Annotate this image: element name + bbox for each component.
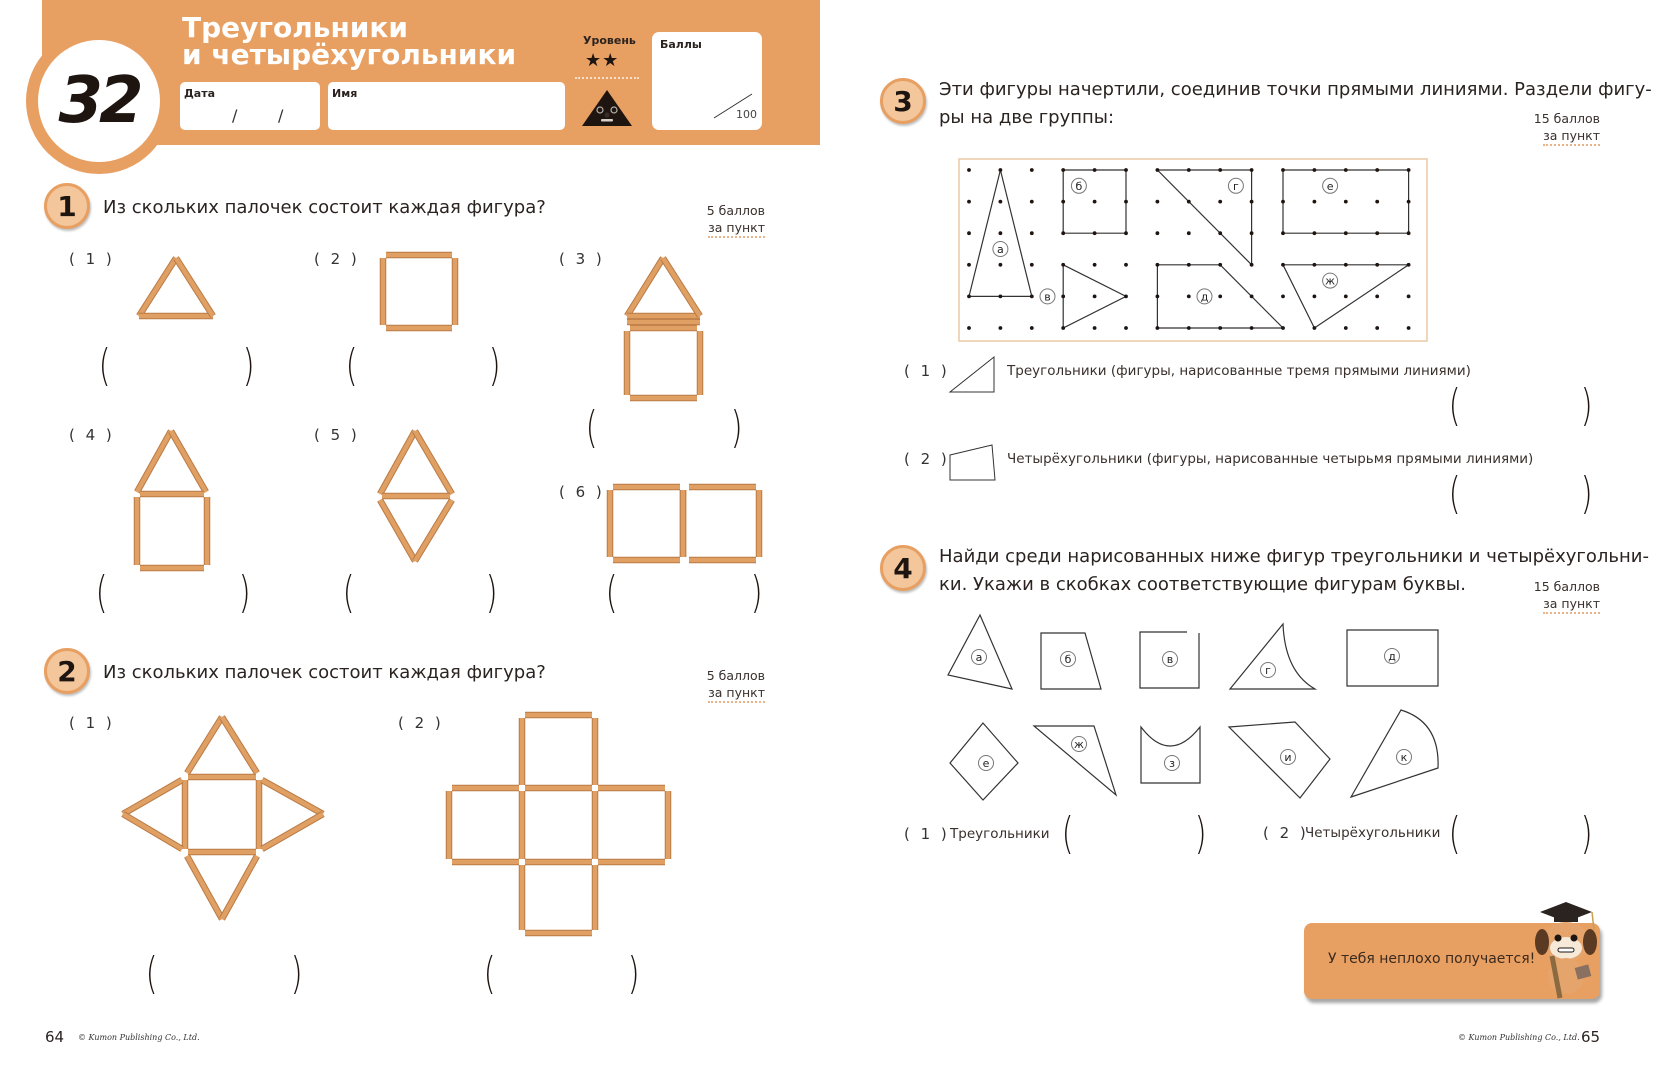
answer-paren-open: ( <box>145 948 158 999</box>
shape-letter: г <box>1233 179 1239 193</box>
grid-dot <box>1375 295 1379 299</box>
group-text: Треугольники (фигуры, нарисованные тремя прямыми линиями) <box>1007 363 1471 379</box>
shape-i <box>1229 722 1330 798</box>
grid-dot <box>1313 200 1317 204</box>
triangle-example-icon <box>948 355 998 395</box>
shape-k <box>1351 710 1438 797</box>
answer-paren-close: ) <box>485 567 498 618</box>
task-2-badge: 2 <box>44 648 90 694</box>
answer-label: ( 2 ) <box>1263 824 1309 842</box>
item-label: ( 6 ) <box>559 483 605 501</box>
match-stick-fill <box>663 258 700 316</box>
grid-dot <box>1375 263 1379 267</box>
dog-mascot-icon <box>1526 890 1606 1002</box>
grid-dot <box>1344 263 1348 267</box>
score-label: Баллы <box>660 38 702 51</box>
shape-letter: б <box>1064 653 1072 666</box>
grid-dot <box>1061 263 1065 267</box>
shape-letter: б <box>1075 179 1083 193</box>
answer-paren-close: ) <box>1580 808 1593 859</box>
answer-paren-close: ) <box>1580 468 1593 519</box>
grid-dot <box>1344 200 1348 204</box>
question-line-2: ки. Укажи в скобках соответствующие фигурам буквы. <box>939 574 1466 595</box>
match-stick-fill <box>415 500 452 561</box>
match-stick-fill <box>187 856 222 919</box>
grid-dot <box>1218 263 1222 267</box>
points-value: 5 баллов <box>706 668 765 683</box>
grid-dot <box>1218 231 1222 235</box>
item-label: ( 4 ) <box>69 426 115 444</box>
answer-paren-open: ( <box>345 340 358 391</box>
grid-dot <box>1124 168 1128 172</box>
shape-letter: ж <box>1074 738 1084 751</box>
title-line-1: Треугольники <box>182 11 409 44</box>
grid-dot <box>1375 326 1379 330</box>
grid-dot <box>1375 168 1379 172</box>
grid-dot <box>1093 231 1097 235</box>
answer-paren-open: ( <box>342 567 355 618</box>
grid-dot <box>1093 168 1097 172</box>
shape-letter: а <box>975 651 983 664</box>
grid-dot <box>1093 326 1097 330</box>
grid-dot <box>1187 231 1191 235</box>
grid-dot <box>1156 263 1160 267</box>
grid-dot <box>1187 263 1191 267</box>
match-stick-fill <box>380 500 415 561</box>
grid-dot <box>1407 263 1411 267</box>
grid-dot <box>1124 326 1128 330</box>
grid-dot <box>967 168 971 172</box>
task-4-shapes <box>930 600 1460 810</box>
grid-dot <box>1313 231 1317 235</box>
task-4-points <box>1500 578 1600 614</box>
grid-dot <box>1187 168 1191 172</box>
grid-dot <box>1281 295 1285 299</box>
shape-letter: з <box>1169 757 1175 770</box>
task-3-badge: 3 <box>880 78 926 124</box>
question-line-2: ры на две группы: <box>939 107 1115 128</box>
answer-paren-close: ) <box>730 402 743 453</box>
grid-dot <box>967 263 971 267</box>
grid-dot <box>1407 200 1411 204</box>
answer-paren-open: ( <box>1448 468 1461 519</box>
group-label: ( 1 ) <box>904 362 950 380</box>
grid-dot <box>1093 295 1097 299</box>
grid-dot <box>999 295 1003 299</box>
answer-paren-open: ( <box>1448 380 1461 431</box>
date-separator: / <box>232 106 238 125</box>
grid-dot <box>1313 168 1317 172</box>
task-4-badge: 4 <box>880 545 926 591</box>
answer-text: Четырёхугольники <box>1305 825 1441 841</box>
answer-paren-open: ( <box>605 567 618 618</box>
shape-letter: к <box>1400 751 1408 764</box>
grid-dot <box>1061 200 1065 204</box>
encouragement-text: У тебя неплохо получается! <box>1328 951 1536 967</box>
grid-dot <box>1375 200 1379 204</box>
grid-dot <box>967 326 971 330</box>
grid-dot <box>967 231 971 235</box>
answer-paren-close: ) <box>238 567 251 618</box>
grid-dot <box>1250 326 1254 330</box>
dot-grid-frame <box>959 159 1427 341</box>
grid-dot <box>1030 231 1034 235</box>
grid-dot <box>999 168 1003 172</box>
grid-dot <box>1061 295 1065 299</box>
match-stick-fill <box>139 258 176 316</box>
grid-dot <box>1061 231 1065 235</box>
task-2-points <box>680 667 765 703</box>
answer-paren-close: ) <box>242 340 255 391</box>
question-line-1: Найди среди нарисованных ниже фигур треугольники и четырёхугольни- <box>939 546 1649 567</box>
grid-dot <box>1344 231 1348 235</box>
item-label: ( 1 ) <box>69 250 115 268</box>
page-number-left: 64 <box>45 1028 65 1046</box>
grid-dot <box>1030 295 1034 299</box>
task-1-question: Из скольких палочек состоит каждая фигура? <box>103 197 546 218</box>
shape-letter: в <box>1166 653 1174 666</box>
grid-dot <box>1218 295 1222 299</box>
task-2-question: Из скольких палочек состоит каждая фигура? <box>103 662 546 683</box>
match-stick-fill <box>380 431 415 494</box>
grid-dot <box>1375 231 1379 235</box>
points-value: 5 баллов <box>706 203 765 218</box>
shape-letter: в <box>1044 290 1051 304</box>
grid-dot <box>967 295 971 299</box>
grid-dot <box>1218 326 1222 330</box>
page-number-right: 65 <box>1581 1028 1601 1046</box>
score-max: 100 <box>736 108 757 121</box>
grid-dot <box>999 200 1003 204</box>
answer-paren-open: ( <box>483 948 496 999</box>
item-label: ( 5 ) <box>314 426 360 444</box>
match-stick-fill <box>137 431 171 492</box>
group-text: Четырёхугольники (фигуры, нарисованные четырьмя прямыми линиями) <box>1007 451 1534 467</box>
answer-paren-close: ) <box>1580 380 1593 431</box>
level-label: Уровень <box>583 34 636 47</box>
points-unit: за пункт <box>1543 127 1600 146</box>
points-value: 15 баллов <box>1533 579 1600 594</box>
grid-dot <box>999 231 1003 235</box>
grid-dot <box>1313 263 1317 267</box>
shape-zh <box>1034 726 1116 795</box>
title-line-2: и четырёхугольники <box>182 38 517 71</box>
shape-letter: е <box>1326 179 1334 193</box>
grid-dot <box>1407 326 1411 330</box>
grid-dot <box>1250 200 1254 204</box>
answer-paren-open: ( <box>1448 808 1461 859</box>
task-3-points <box>1500 110 1600 146</box>
grid-dot <box>1124 231 1128 235</box>
match-stick-fill <box>262 814 323 849</box>
shape-letter: д <box>1200 290 1209 304</box>
grid-dot <box>1313 326 1317 330</box>
shape-letter: д <box>1388 650 1396 663</box>
answer-paren-open: ( <box>95 567 108 618</box>
grid-dot <box>1250 231 1254 235</box>
grid-dot <box>1250 263 1254 267</box>
answer-label: ( 1 ) <box>904 825 950 843</box>
grid-dot <box>1250 295 1254 299</box>
grid-dot <box>1124 200 1128 204</box>
answer-paren-close: ) <box>750 567 763 618</box>
grid-dot <box>1281 231 1285 235</box>
grid-dot <box>1313 295 1317 299</box>
match-stick-fill <box>627 258 663 316</box>
date-separator: / <box>278 106 284 125</box>
grid-dot <box>1156 326 1160 330</box>
match-stick-fill <box>415 431 452 494</box>
grid-dot <box>1281 263 1285 267</box>
grid-dot <box>1030 168 1034 172</box>
answer-paren-open: ( <box>585 402 598 453</box>
grid-dot <box>1156 295 1160 299</box>
grid-dot <box>1344 168 1348 172</box>
grid-dot <box>967 200 971 204</box>
copyright-right: © Kumon Publishing Co., Ltd. <box>1458 1033 1580 1042</box>
shape-letter: е <box>982 757 990 770</box>
dot-grid-panel <box>958 158 1428 342</box>
grid-dot <box>999 326 1003 330</box>
grid-dot <box>1407 231 1411 235</box>
name-label: Имя <box>332 87 358 100</box>
grid-dot <box>1156 200 1160 204</box>
match-stick-fill <box>222 856 257 919</box>
grid-dot <box>1407 295 1411 299</box>
grid-dot <box>1061 326 1065 330</box>
match-stick-fill <box>171 431 206 492</box>
grid-dot <box>1281 200 1285 204</box>
grid-dot <box>1156 231 1160 235</box>
item-label: ( 2 ) <box>314 250 360 268</box>
grid-dot <box>1030 326 1034 330</box>
shape-letter: и <box>1284 751 1292 764</box>
shape-g <box>1230 624 1315 689</box>
grid-dot <box>1187 295 1191 299</box>
match-stick-fill <box>222 717 257 773</box>
match-stick-fill <box>176 258 213 316</box>
grid-dot <box>1093 200 1097 204</box>
points-unit: за пункт <box>1543 595 1600 614</box>
match-stick-fill <box>187 717 222 773</box>
grid-dot <box>1187 200 1191 204</box>
shape-z <box>1141 727 1200 783</box>
grid-dot <box>1124 263 1128 267</box>
grid-dot <box>1218 200 1222 204</box>
date-label: Дата <box>184 87 216 100</box>
grid-dot <box>999 263 1003 267</box>
answer-paren-close: ) <box>627 948 640 999</box>
grid-dot <box>1030 263 1034 267</box>
grid-dot <box>1124 295 1128 299</box>
question-line-1: Эти фигуры начертили, соединив точки прямыми линиями. Раздели фигу- <box>939 79 1652 100</box>
points-unit: за пункт <box>708 219 765 238</box>
grid-dot <box>1407 168 1411 172</box>
task-1-badge: 1 <box>44 183 90 229</box>
grid-dot <box>1187 326 1191 330</box>
answer-paren-close: ) <box>290 948 303 999</box>
lesson-number: 32 <box>38 40 160 162</box>
match-stick-fill <box>123 780 182 814</box>
grid-dot <box>1344 326 1348 330</box>
grid-dot <box>1030 200 1034 204</box>
grid-dot <box>1281 326 1285 330</box>
stick-figures <box>0 0 820 1000</box>
points-value: 15 баллов <box>1533 111 1600 126</box>
match-stick-fill <box>262 780 323 814</box>
item-label: ( 2 ) <box>398 714 444 732</box>
shape-letter: г <box>1265 664 1271 677</box>
answer-text: Треугольники <box>950 826 1050 842</box>
shape-letter: а <box>997 243 1004 256</box>
item-label: ( 1 ) <box>69 714 115 732</box>
answer-paren-close: ) <box>1194 808 1207 859</box>
grid-dot <box>1061 168 1065 172</box>
group-label: ( 2 ) <box>904 450 950 468</box>
quadrilateral-example-icon <box>948 443 998 483</box>
grid-dot <box>1093 263 1097 267</box>
copyright-left: © Kumon Publishing Co., Ltd. <box>78 1033 200 1042</box>
shape-letter: ж <box>1325 274 1336 288</box>
level-stars: ★★ <box>585 50 620 71</box>
answer-paren-open: ( <box>98 340 111 391</box>
answer-paren-close: ) <box>488 340 501 391</box>
match-stick-fill <box>123 814 182 849</box>
points-unit: за пункт <box>708 684 765 703</box>
grid-dot <box>1250 168 1254 172</box>
answer-paren-open: ( <box>1061 808 1074 859</box>
grid-dot <box>1218 168 1222 172</box>
grid-dot <box>1156 168 1160 172</box>
grid-dot <box>1281 168 1285 172</box>
item-label: ( 3 ) <box>559 250 605 268</box>
grid-dot <box>1344 295 1348 299</box>
